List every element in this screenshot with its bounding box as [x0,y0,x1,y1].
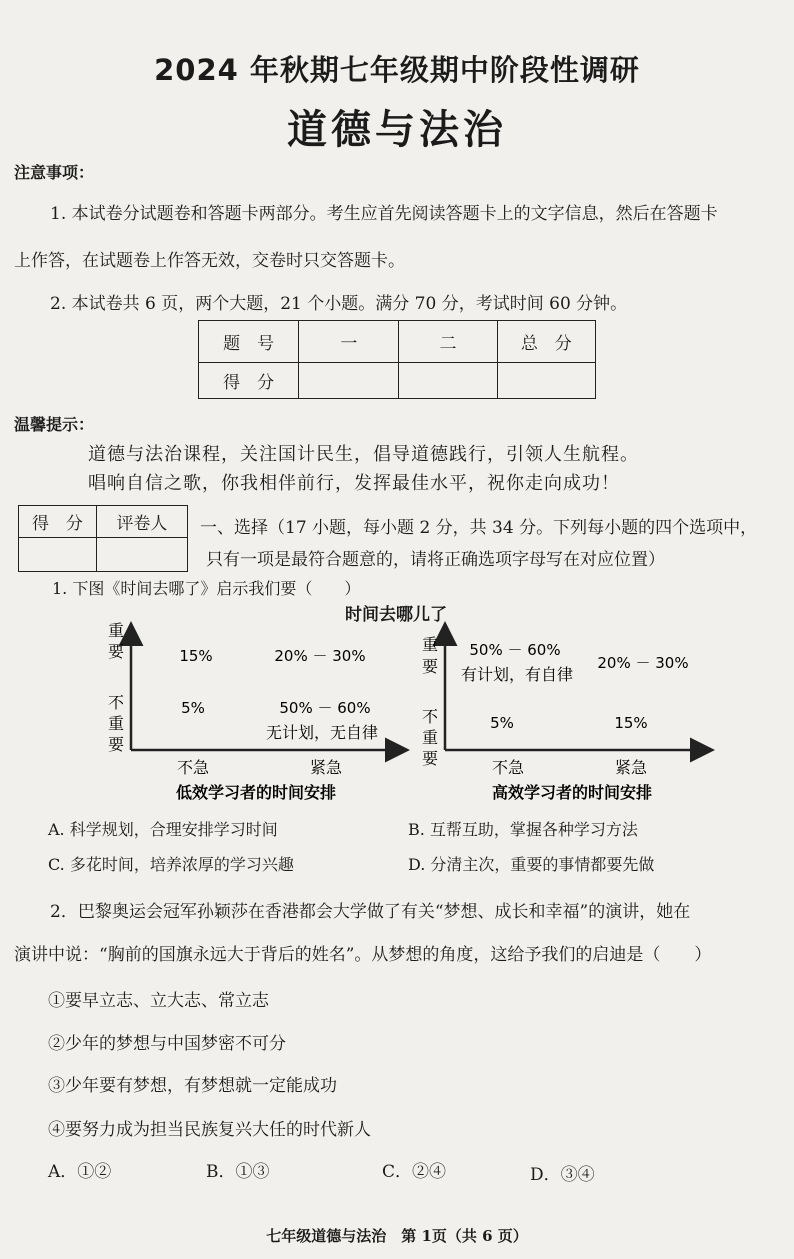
left-caption: 低效学习者的时间安排 [175,783,337,802]
grader-name-label: 评卷人 [96,506,187,538]
right-top-left-value: 50% － 60% [469,641,561,659]
notice-item-2: 2. 本试卷共 6 页，两个大题，21 个小题。满分 70 分，考试时间 60 分钟。 [50,294,628,314]
left-x-left-label: 不急 [176,758,210,777]
q2-statement-3: ③少年要有梦想，有梦想就一定能成功 [48,1076,337,1096]
q1-option-b[interactable]: B. 互帮互助，掌握各种学习方法 [408,820,638,839]
right-caption: 高效学习者的时间安排 [491,783,653,802]
left-note: 无计划，无自律 [265,723,379,742]
tips-heading: 温馨提示： [14,415,95,434]
right-x-left-label: 不急 [491,758,525,777]
grader-name-cell [96,538,187,572]
q2-option-d[interactable]: D．③④ [530,1165,595,1185]
grader-table [18,505,188,572]
section-1-instructions: 只有一项是最符合题意的，请将正确选项字母写在对应位置） [206,550,665,570]
q1-option-c[interactable]: C. 多花时间，培养浓厚的学习兴趣 [48,855,294,874]
left-y-bottom-label: 不 [107,693,125,712]
left-top-left-value: 15% [179,647,213,665]
right-y-top-label: 重 [421,635,439,654]
score-table-row-label: 得 分 [199,363,299,399]
right-bottom-left-value: 5% [490,714,514,732]
right-top-right-value: 20% － 30% [597,654,689,672]
q2-statement-1: ①要早立志、立大志、常立志 [48,991,269,1011]
question-1-stem: 1. 下图《时间去哪了》启示我们要（ ） [52,579,361,598]
q2-option-c[interactable]: C．②④ [382,1162,447,1182]
notice-item-1-cont: 上作答，在试题卷上作答无效，交卷时只交答题卡。 [14,251,405,271]
right-note: 有计划，有自律 [460,665,574,684]
grader-score-label: 得 分 [19,506,97,538]
notice-heading: 注意事项： [14,163,95,182]
right-y-bottom-label: 不 [421,707,439,726]
q2-option-b[interactable]: B．①③ [206,1162,270,1182]
left-bottom-left-value: 5% [181,699,205,717]
subject-title: 道德与法治 [287,107,507,153]
page-footer: 七年级道德与法治 第 1页（共 6 页） [266,1227,528,1245]
left-y-top-label: 要 [107,642,125,661]
high-efficiency-chart [422,626,710,802]
score-table-header: 一 [299,321,399,363]
q2-option-a[interactable]: A．①② [48,1162,112,1182]
question-2-stem: 2．巴黎奥运会冠军孙颖莎在香港都会大学做了有关“梦想、成长和幸福”的演讲，她在 [50,902,691,922]
q2-statement-2: ②少年的梦想与中国梦密不可分 [48,1034,286,1054]
grader-score-cell [19,538,97,572]
exam-title: 2024 年秋期七年级期中阶段性调研 [154,53,640,87]
left-y-top-label: 重 [107,621,125,640]
left-y-bottom-label: 要 [107,735,125,754]
time-matrix-figure [0,600,794,810]
left-top-right-value: 20% － 30% [274,647,366,665]
figure-title: 时间去哪儿了 [345,605,447,625]
q1-option-a[interactable]: A. 科学规划，合理安排学习时间 [48,820,278,839]
notice-item-1: 1. 本试卷分试题卷和答题卡两部分。考生应首先阅读答题卡上的文字信息，然后在答题卡 [50,204,718,224]
left-x-right-label: 紧急 [309,758,343,777]
right-y-bottom-label: 重 [421,728,439,747]
left-bottom-right-value: 50% － 60% [279,699,371,717]
score-table-header: 总 分 [497,321,595,363]
section-1-heading: 一、选择（17 小题，每小题 2 分，共 34 分。下列每小题的四个选项中， [200,518,758,538]
score-cell [497,363,595,399]
right-x-right-label: 紧急 [614,758,648,777]
right-y-top-label: 要 [421,657,439,676]
tips-line-2: 唱响自信之歌，你我相伴前行，发挥最佳水平，祝你走向成功！ [88,473,620,494]
low-efficiency-chart [108,621,405,802]
score-cell [299,363,399,399]
question-2-stem-cont: 演讲中说：“胸前的国旗永远大于背后的姓名”。从梦想的角度，这给予我们的启迪是（ ） [14,945,712,965]
q1-option-d[interactable]: D. 分清主次，重要的事情都要先做 [408,855,655,874]
right-bottom-right-value: 15% [614,714,648,732]
right-y-bottom-label: 要 [421,749,439,768]
score-cell [399,363,497,399]
score-table-header: 题 号 [199,321,299,363]
q2-statement-4: ④要努力成为担当民族复兴大任的时代新人 [48,1120,371,1140]
score-table [198,320,596,399]
tips-line-1: 道德与法治课程，关注国计民生，倡导道德践行，引领人生航程。 [88,444,639,465]
score-table-header: 二 [399,321,497,363]
left-y-bottom-label: 重 [107,714,125,733]
